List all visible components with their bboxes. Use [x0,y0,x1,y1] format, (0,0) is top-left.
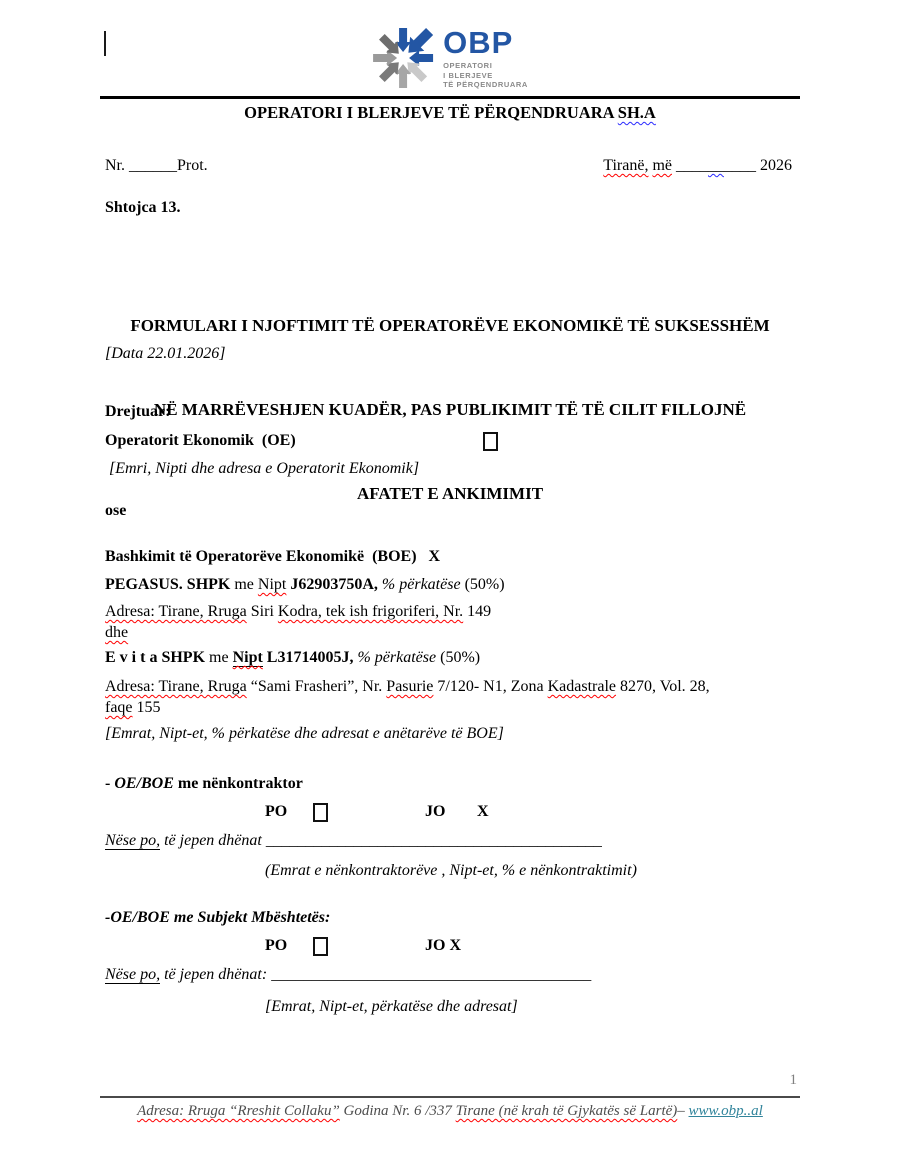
economic-operator-label: Operatorit Ekonomik (OE) [105,432,296,449]
subcontractor-note: (Emrat e nënkontraktorëve , Nipt-et, % e nënkontraktimit) [265,862,637,879]
annex-label: Shtojca 13. [105,199,181,216]
member-evita-line: E v i t a SHPK me Nipt L31714005J, % përkatëse (50%) [105,649,481,666]
support-if-yes-line: Nëse po, të jepen dhënat: ________________________________________ [105,966,592,983]
footer-address[interactable]: Adresa: Rruga “Rreshit Collaku” Godina Nr. 6 /337 Tirane (në krah të Gjykatës së Lartë)– www.obp..al [137,1103,763,1119]
page-number: 1 [789,1072,797,1088]
obp-tagline-line: I BLERJEVE [443,70,493,80]
support-heading: -OE/BOE me Subjekt Mbështetës: [105,909,331,926]
form-title-line: FORMULARI I NJOFTIMIT TË OPERATORËVE EKONOMIKË TË SUKSESSHËM [130,316,770,335]
boe-note: [Emrat, Nipt-et, % përkatëse dhe adresat e anëtarëve të BOE] [105,725,504,742]
support-note: [Emrat, Nipt-et, përkatëse dhe adresat] [265,998,518,1015]
subcontractor-po-checkbox[interactable] [313,803,328,822]
support-jo-x-label: JO X [425,937,461,954]
member-pegasus-line: PEGASUS. SHPK me Nipt J62903750A, % përkatëse (50%) [105,576,505,593]
subcontractor-jo-x-mark: X [477,803,489,820]
header-rule [100,96,800,99]
economic-operator-checkbox[interactable] [483,432,498,451]
obp-logo-text [443,27,528,90]
support-po-checkbox[interactable] [313,937,328,956]
protocol-number-line: Nr. ______Prot. [105,157,208,174]
or-label: ose [105,502,127,519]
organization-title: OPERATORI I BLERJEVE TË PËRQENDRUARA SH.A [244,103,656,122]
subcontractor-po-label: PO [265,803,288,820]
obp-logo-icon [372,27,434,89]
date-note: [Data 22.01.2026] [105,345,226,362]
footer-rule [100,1096,800,1098]
obp-tagline-line: TË PËRQENDRUARA [443,80,528,89]
evita-address-line: Adresa: Tirane, Rruga “Sami Frasheri”, Nr. Pasurie 7/120- N1, Zona Kadastrale 8270, Vol. 28, faqe 155 [105,678,710,716]
date-line: Tiranë, më __________ 2026 [603,157,792,174]
obp-logo [372,27,528,90]
support-po-label: PO [265,937,288,954]
pegasus-address-line: Adresa: Tirane, Rruga Siri Kodra, tek ish frigoriferi, Nr. 149 dhe [105,603,492,641]
form-title-line: NË MARRËVESHJEN KUADËR, PAS PUBLIKIMIT TË TË CILIT FILLOJNË [153,400,747,419]
obp-tagline-line: OPERATORI [443,61,493,70]
subcontractor-jo-label: JO [425,803,446,820]
obp-wordmark: OBP [443,25,514,60]
form-title-line: AFATET E ANKIMIMIT [356,484,544,503]
subcontractor-heading: - OE/BOE me nënkontraktor [105,775,303,792]
text-cursor [104,31,106,56]
obp-tagline [443,61,528,90]
subcontractor-if-yes-line: Nëse po, të jepen dhënat __________________________________________ [105,832,602,849]
boe-label: Bashkimit të Operatorëve Ekonomikë (BOE) X [105,548,441,565]
addressed-to-label: Drejtuar: [105,403,171,420]
economic-operator-note: [Emri, Nipti dhe adresa e Operatorit Ekonomik] [109,460,420,477]
